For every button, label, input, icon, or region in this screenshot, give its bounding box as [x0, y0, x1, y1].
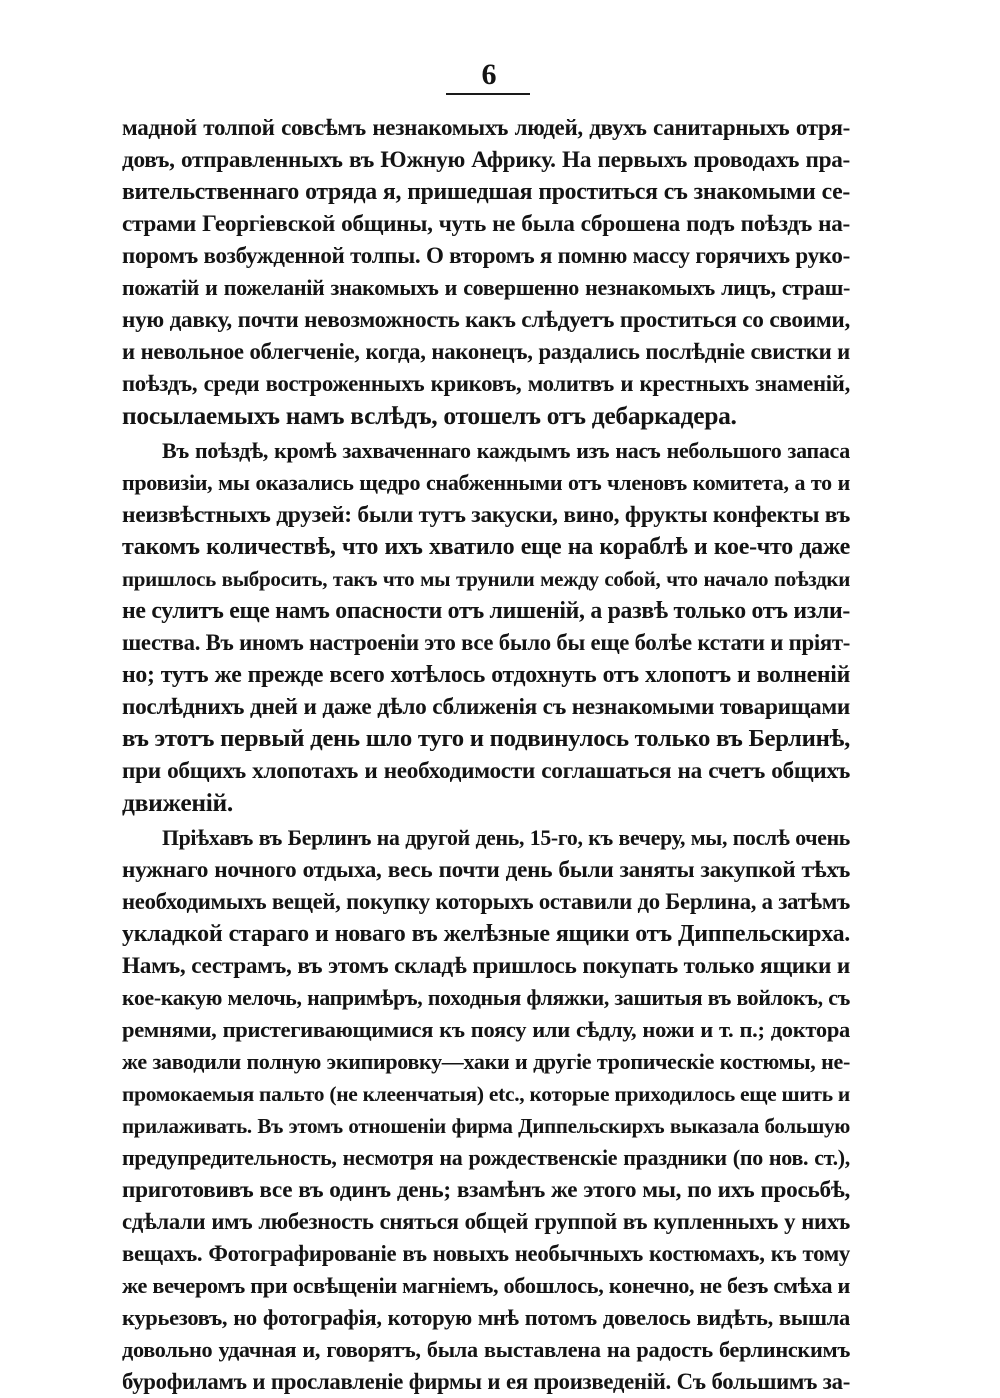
- text-line: посылаемыхъ намъ вслѣдъ, отошелъ отъ дебаркадера.: [122, 401, 737, 430]
- page-number: 6: [481, 58, 497, 91]
- text-line: довъ, отправленныхъ въ Южную Африку. На первыхъ проводахъ пра-: [122, 147, 850, 173]
- text-line: промокаемыя пальто (не клеенчатыя) etc., которые приходилось еще шить и: [122, 1082, 850, 1106]
- paragraph-3: [122, 822, 850, 1398]
- text-line: прилаживать. Въ этомъ отношеніи фирма Диппельскирхъ выказала большую: [122, 1114, 850, 1138]
- text-line: вительственнаго отряда я, пришедшая проститься съ знакомыми се-: [122, 179, 850, 205]
- text-line: но; тутъ же прежде всего хотѣлось отдохнуть отъ хлопотъ и волненій: [122, 662, 850, 688]
- text-line: ную давку, почти невозможность какъ слѣдуетъ проститься со своими,: [122, 307, 850, 333]
- text-line: мадной толпой совсѣмъ незнакомыхъ людей, двухъ санитарныхъ отря-: [122, 115, 850, 140]
- text-line: ремнями, пристегивающимися къ поясу или сѣдлу, ножи и т. п.; доктора: [122, 1017, 850, 1042]
- text-line: же заводили полную экипировку—хаки и другіе тропическіе костюмы, не-: [122, 1049, 850, 1074]
- text-line: Намъ, сестрамъ, въ этомъ складѣ пришлось покупать только ящики и: [122, 953, 850, 979]
- text-line: же вечеромъ при освѣщеніи магніемъ, обошлось, конечно, не безъ смѣха и: [122, 1273, 850, 1298]
- text-line: страми Георгіевской общины, чуть не была сброшена подъ поѣздъ на-: [122, 211, 850, 237]
- text-line: провизіи, мы оказались щедро снабженными отъ членовъ комитета, а то и: [122, 470, 850, 495]
- text-line: вещахъ. Фотографированіе въ новыхъ необычныхъ костюмахъ, къ тому: [122, 1241, 850, 1266]
- text-line: предупредительность, несмотря на рождественскіе праздники (по нов. ст.),: [122, 1145, 850, 1170]
- text-line: Пріѣхавъ въ Берлинъ на другой день, 15-го, къ вечеру, мы, послѣ очень: [162, 826, 850, 850]
- paragraph-1: [122, 112, 850, 432]
- text-line: бурофиламъ и прославленіе фирмы и ея произведеній. Съ большимъ за-: [122, 1369, 850, 1394]
- text-line: неизвѣстныхъ друзей: были тутъ закуски, вино, фрукты конфекты въ: [122, 502, 850, 528]
- text-line: укладкой стараго и новаго въ желѣзные ящики отъ Диппельскирха.: [122, 921, 850, 947]
- text-line: необходимыхъ вещей, покупку которыхъ оставили до Берлина, а затѣмъ: [122, 889, 850, 914]
- text-line: сдѣлали имъ любезность сняться общей группой въ купленныхъ у нихъ: [122, 1209, 850, 1234]
- text-line: и невольное облегченіе, когда, наконецъ, раздались послѣдніе свистки и: [122, 339, 850, 364]
- text-line: шества. Въ иномъ настроеніи это все было бы еще болѣе кстати и пріят-: [122, 630, 850, 655]
- text-line: нужнаго ночного отдыха, весь почти день были заняты закупкой тѣхъ: [122, 857, 850, 883]
- text-line: приготовивъ все въ одинъ день; взамѣнъ же этого мы, по ихъ просьбѣ,: [122, 1177, 850, 1203]
- text-line: курьезовъ, но фотографія, которую мнѣ потомъ довелось видѣть, вышла: [122, 1305, 850, 1330]
- text-line: движеній.: [122, 788, 233, 817]
- header-rule: [446, 93, 530, 95]
- text-line: въ этотъ первый день шло туго и подвинулось только въ Берлинѣ,: [122, 725, 850, 752]
- text-line: довольно удачная и, говорятъ, была выставлена на радость берлинскимъ: [122, 1337, 850, 1362]
- text-line: Въ поѣздѣ, кромѣ захваченнаго каждымъ изъ насъ небольшого запаса: [162, 438, 850, 463]
- text-line: такомъ количествѣ, что ихъ хватило еще на кораблѣ и кое-что даже: [122, 534, 850, 560]
- text-line: послѣднихъ дней и даже дѣло сближенія съ незнакомыми товарищами: [122, 694, 850, 720]
- text-line: кое-какую мелочь, напримѣръ, походныя фляжки, зашитыя въ войлокъ, съ: [122, 986, 850, 1010]
- paragraph-2: [122, 435, 850, 819]
- body-text: [122, 112, 850, 1398]
- text-line: не сулитъ еще намъ опасности отъ лишеній, а развѣ только отъ изли-: [122, 598, 850, 624]
- text-line: при общихъ хлопотахъ и необходимости соглашаться на счетъ общихъ: [122, 758, 850, 784]
- text-line: пожатій и пожеланій знакомыхъ и совершенно незнакомыхъ лицъ, страш-: [122, 275, 850, 300]
- text-line: поѣздъ, среди востроженныхъ криковъ, молитвъ и крестныхъ знаменій,: [122, 371, 850, 396]
- text-line: пришлось выбросить, такъ что мы трунили между собой, что начало поѣздки: [122, 567, 850, 591]
- text-line: поромъ возбужденной толпы. О второмъ я помню массу горячихъ руко-: [122, 243, 850, 268]
